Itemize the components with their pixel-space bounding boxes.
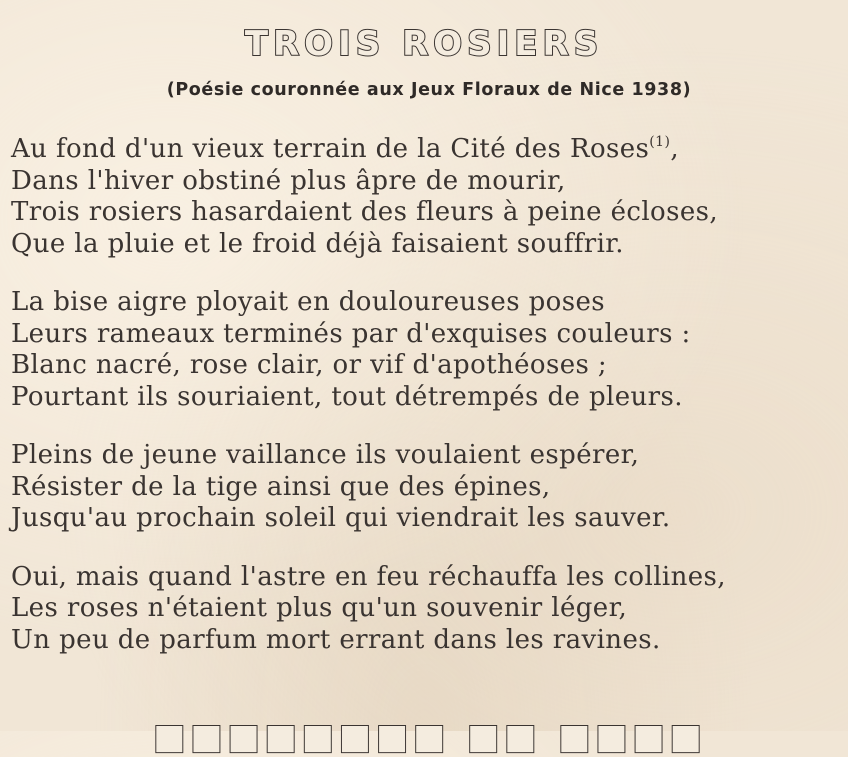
stanza-1 [11, 134, 841, 260]
poem-line: Oui, mais quand l'astre en feu réchauffa les collines, [11, 561, 726, 592]
stanza-4 [11, 562, 841, 657]
poem-line: Un peu de parfum mort errant dans les ravines. [11, 624, 661, 655]
poem-line-text: Au fond d'un vieux terrain de la Cité des Roses [11, 134, 650, 164]
stanza-3 [11, 440, 841, 535]
cropped-next-heading [120, 717, 740, 757]
poem-line: Trois rosiers hasardaient des fleurs à peine écloses, [11, 197, 719, 227]
poem-line: Au fond d'un vieux terrain de la Cité des Roses$^{(1)}$, [11, 134, 679, 164]
poem-line: Résister de la tige ainsi que des épines, [11, 471, 551, 502]
cropped-heading-glyphs: ■■■■■■■■ ■■ ■■■■ [153, 717, 707, 757]
poem-line: Pourtant ils souriaient, tout détrempés de pleurs. [11, 381, 683, 412]
poem-line: Leurs rameaux terminés par d'exquises couleurs : [11, 318, 691, 349]
poem-line: Blanc nacré, rose clair, or vif d'apothéoses ; [11, 350, 608, 380]
poem-body [11, 134, 841, 683]
poem-line: Jusqu'au prochain soleil qui viendrait les sauver. [11, 503, 671, 533]
poem-line: Que la pluie et le froid déjà faisaient souffrir. [11, 228, 624, 259]
stanza-2 [11, 287, 841, 413]
poem-line: Pleins de jeune vaillance ils voulaient espérer, [11, 440, 640, 470]
poem-title: TROIS ROSIERS [244, 24, 604, 64]
poem-line: Dans l'hiver obstiné plus âpre de mourir, [11, 165, 566, 196]
poem-line: Les roses n'étaient plus qu'un souvenir léger, [11, 593, 628, 623]
poem-line: La bise aigre ployait en douloureuses poses [11, 287, 605, 317]
poem-subtitle: (Poésie couronnée aux Jeux Floraux de Nice 1938) [166, 80, 692, 100]
footnote-marker: (1) [649, 134, 671, 150]
